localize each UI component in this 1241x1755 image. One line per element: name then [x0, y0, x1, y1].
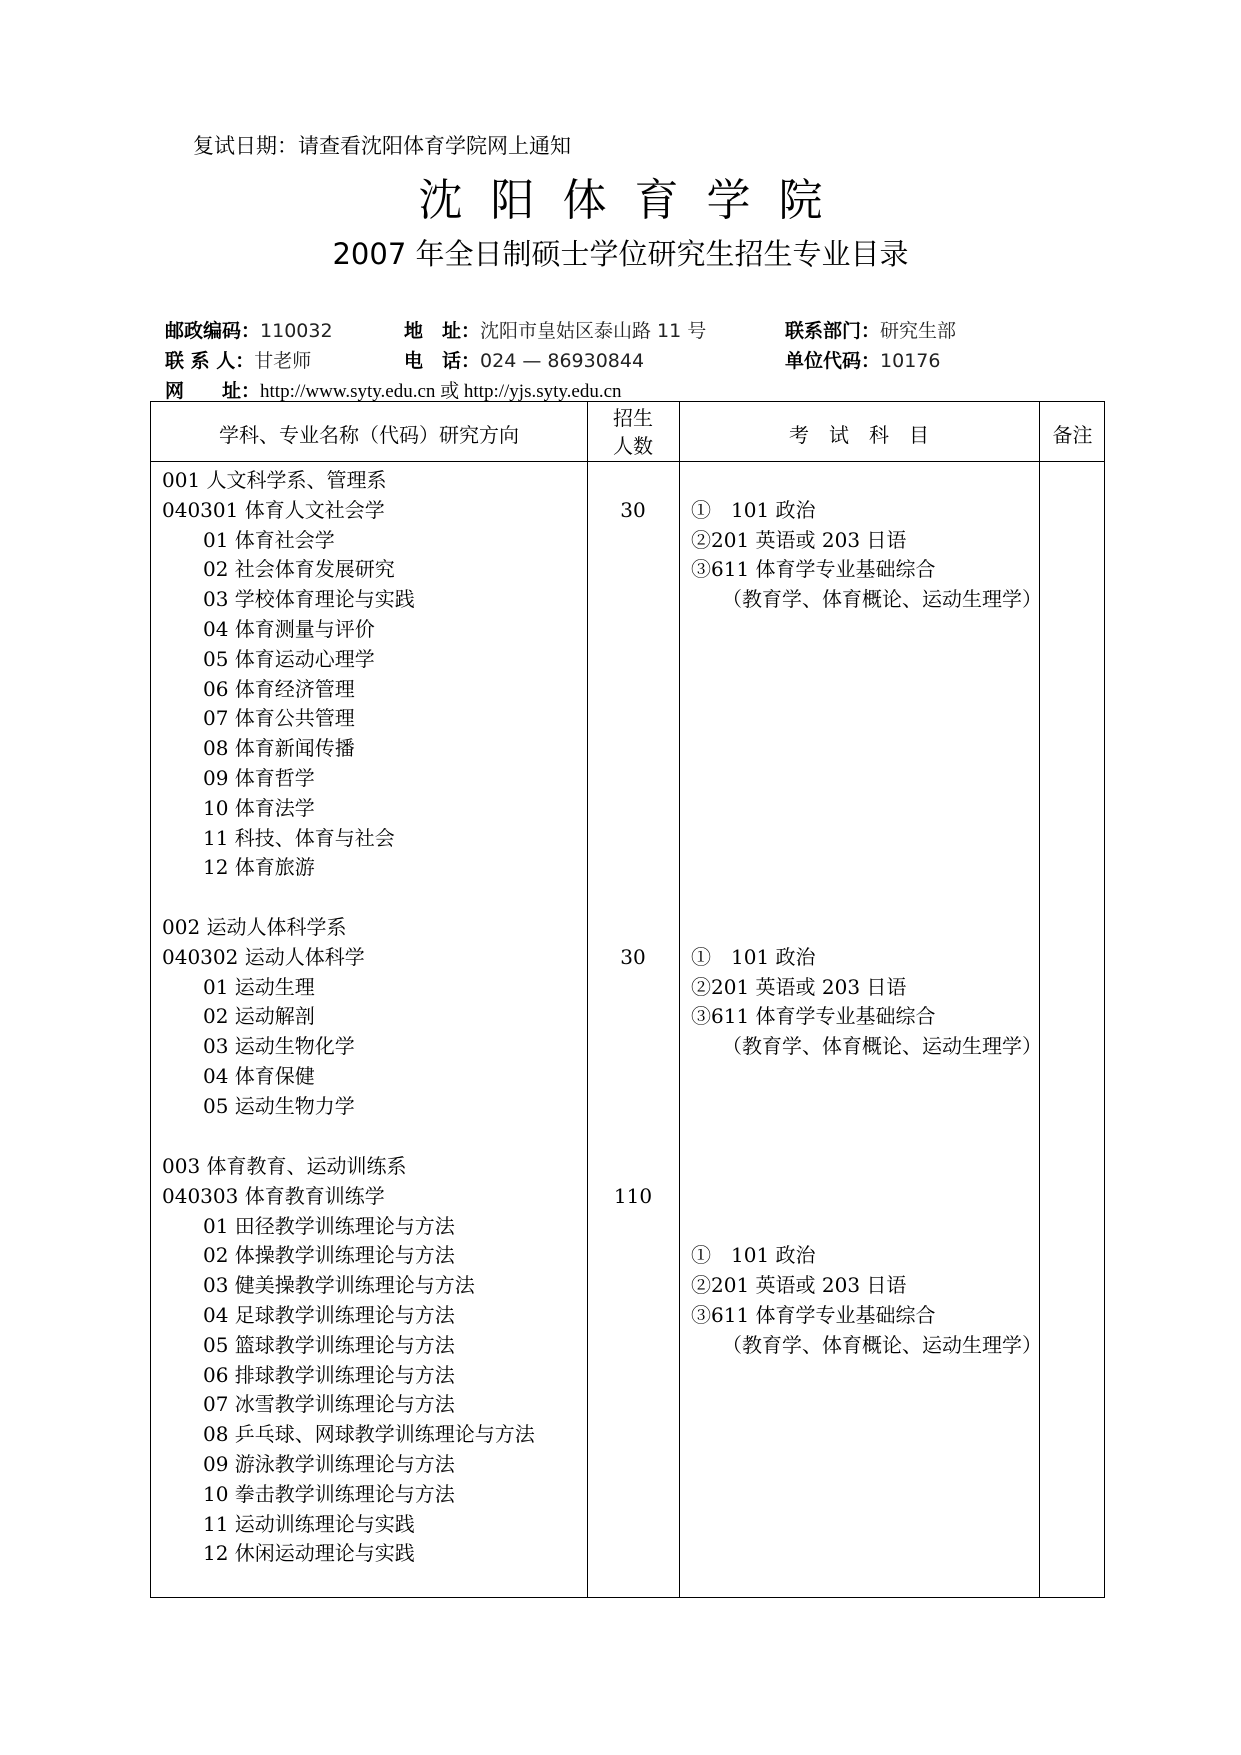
- research-direction: 08 乒乓球、网球教学训练理论与方法: [203, 1422, 535, 1447]
- research-direction: 03 学校体育理论与实践: [203, 587, 415, 612]
- research-direction: 12 休闲运动理论与实践: [203, 1541, 415, 1566]
- research-direction: 10 拳击教学训练理论与方法: [203, 1481, 455, 1506]
- department-line: 002 运动人体科学系: [162, 915, 347, 939]
- header-quota-line1: 招生: [613, 406, 653, 430]
- contact-department-label: 联系部门：: [785, 320, 881, 342]
- research-direction: 05 体育运动心理学: [203, 646, 375, 671]
- contact-person-value: 甘老师: [254, 350, 312, 372]
- research-direction: 03 健美操教学训练理论与方法: [203, 1273, 475, 1298]
- major-line: 040301 体育人文社会学: [162, 497, 385, 522]
- school-name: 沈阳体育学院: [418, 175, 851, 226]
- major-line: 040302 运动人体科学: [162, 944, 365, 969]
- exam-subject: ① 101 政治: [691, 497, 816, 522]
- contact-department-value: 研究生部: [880, 320, 957, 342]
- research-direction: 04 足球教学训练理论与方法: [203, 1303, 455, 1327]
- major-line: 040303 体育教育训练学: [162, 1183, 385, 1208]
- research-direction: 09 游泳教学训练理论与方法: [203, 1452, 455, 1476]
- exam-subject: （教育学、体育概论、运动生理学）: [722, 587, 1042, 612]
- research-direction: 12 体育旅游: [203, 855, 315, 880]
- column-divider: [1039, 402, 1040, 1597]
- column-divider: [587, 402, 588, 1597]
- research-direction: 01 体育社会学: [203, 527, 335, 552]
- exam-subject: ① 101 政治: [691, 1243, 816, 1268]
- research-direction: 06 体育经济管理: [203, 676, 355, 701]
- research-direction: 05 篮球教学训练理论与方法: [203, 1332, 455, 1357]
- header-quota-line2: 人数: [613, 434, 653, 458]
- exam-subject: （教育学、体育概论、运动生理学）: [722, 1332, 1042, 1357]
- exam-subject: ③611 体育学专业基础综合: [691, 557, 936, 582]
- retest-date-notice: 复试日期：请查看沈阳体育学院网上通知: [193, 134, 571, 158]
- research-direction: 06 排球教学训练理论与方法: [203, 1362, 455, 1387]
- research-direction: 02 运动解剖: [203, 1004, 315, 1029]
- header-major: 学科、专业名称（代码）研究方向: [219, 423, 519, 447]
- header-exam-subjects: 考 试 科 目: [789, 423, 929, 447]
- website: [165, 376, 622, 403]
- catalog-title: 2007 年全日制硕士学位研究生招生专业目录: [332, 237, 909, 271]
- research-direction: 10 体育法学: [203, 795, 315, 820]
- phone-label: 电 话：: [404, 350, 481, 372]
- contact-person: [165, 346, 311, 373]
- department-line: 003 体育教育、运动训练系: [162, 1154, 407, 1178]
- research-direction: 07 冰雪教学训练理论与方法: [203, 1392, 455, 1417]
- quota-value: 110: [613, 1183, 653, 1208]
- exam-subject: ②201 英语或 203 日语: [691, 1273, 907, 1298]
- research-direction: 04 体育保健: [203, 1064, 315, 1088]
- quota-value: 30: [620, 944, 646, 969]
- research-direction: 11 科技、体育与社会: [203, 825, 395, 850]
- address-value: 沈阳市皇姑区泰山路 11 号: [480, 320, 707, 342]
- exam-subject: （教育学、体育概论、运动生理学）: [722, 1034, 1042, 1059]
- catalog-table: [150, 401, 1105, 1598]
- column-divider: [679, 402, 680, 1597]
- quota-value: 30: [620, 497, 646, 522]
- website-value[interactable]: http://www.syty.edu.cn 或 http://yjs.syty.edu.cn: [260, 381, 622, 402]
- exam-subject: ③611 体育学专业基础综合: [691, 1303, 936, 1327]
- header-quota: [587, 404, 679, 460]
- phone-value: 024 — 86930844: [480, 350, 645, 372]
- research-direction: 09 体育哲学: [203, 766, 315, 790]
- header-divider: [151, 461, 1104, 462]
- unit-code-label: 单位代码：: [785, 350, 881, 372]
- unit-code: [785, 346, 940, 373]
- phone: [404, 346, 644, 373]
- research-direction: 01 田径教学训练理论与方法: [203, 1213, 455, 1238]
- exam-subject: ① 101 政治: [691, 944, 816, 969]
- department-line: 001 人文科学系、管理系: [162, 468, 387, 492]
- exam-subject: ②201 英语或 203 日语: [691, 527, 907, 552]
- exam-subject: ③611 体育学专业基础综合: [691, 1004, 936, 1029]
- research-direction: 11 运动训练理论与实践: [203, 1511, 415, 1536]
- contact-department: [785, 316, 956, 343]
- research-direction: 03 运动生物化学: [203, 1034, 355, 1059]
- research-direction: 08 体育新闻传播: [203, 736, 355, 761]
- address: [404, 316, 706, 343]
- postal-code-value: 110032: [260, 320, 333, 342]
- exam-subject: ②201 英语或 203 日语: [691, 974, 907, 999]
- research-direction: 02 社会体育发展研究: [203, 557, 395, 582]
- address-label: 地 址：: [404, 320, 481, 342]
- research-direction: 07 体育公共管理: [203, 706, 355, 731]
- postal-code: [165, 316, 333, 343]
- header-notes: 备注: [1052, 423, 1093, 447]
- website-label: 网 址：: [165, 380, 261, 402]
- unit-code-value: 10176: [880, 350, 941, 372]
- research-direction: 05 运动生物力学: [203, 1093, 355, 1118]
- research-direction: 04 体育测量与评价: [203, 617, 375, 641]
- research-direction: 01 运动生理: [203, 974, 315, 999]
- postal-code-label: 邮政编码：: [165, 320, 261, 342]
- contact-person-label: 联 系 人：: [165, 350, 255, 372]
- research-direction: 02 体操教学训练理论与方法: [203, 1243, 455, 1268]
